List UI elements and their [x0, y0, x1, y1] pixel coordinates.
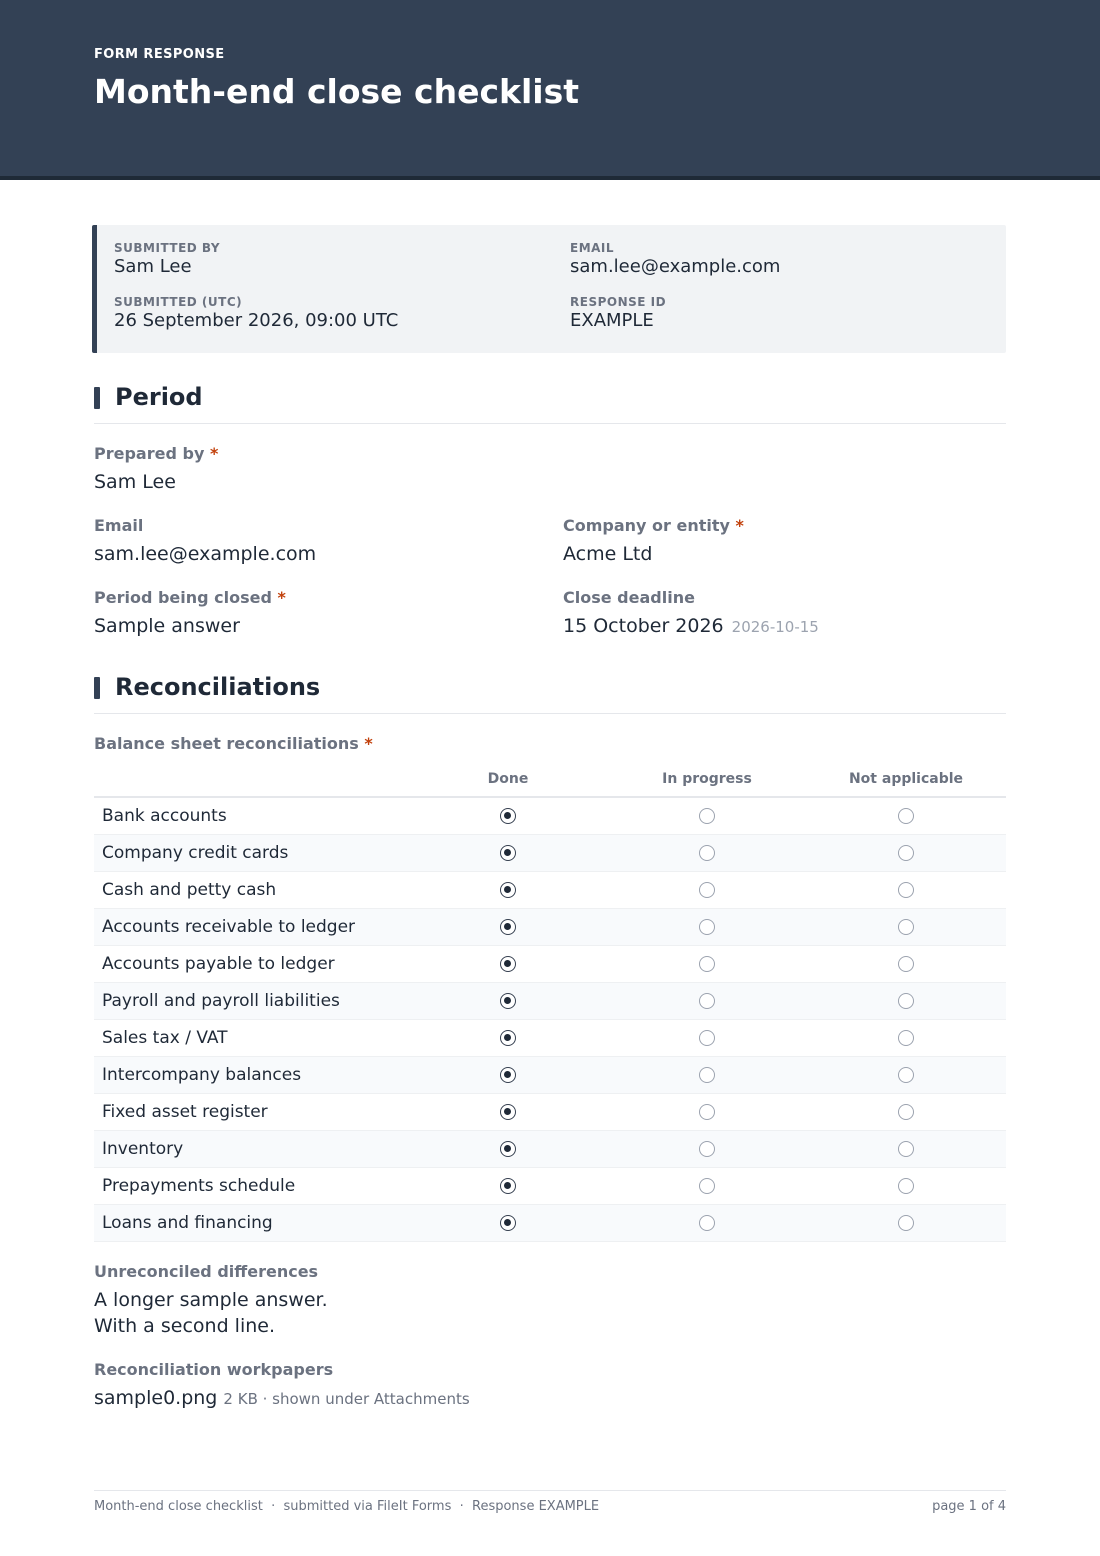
field-prepared-by-label	[94, 444, 218, 463]
footer-page-number: page 1 of 4	[932, 1499, 1006, 1514]
reconciliation-grid	[94, 762, 1006, 1242]
radio-unselected[interactable]	[898, 882, 914, 898]
meta-response-id-label: RESPONSE ID	[570, 295, 667, 309]
required-mark: *	[209, 444, 219, 463]
grid-row	[94, 1205, 1006, 1242]
radio-unselected[interactable]	[699, 993, 715, 1009]
radio-selected[interactable]	[500, 808, 516, 824]
grid-row	[94, 872, 1006, 909]
field-close-deadline-value	[563, 613, 819, 640]
page-title: Month-end close checklist	[94, 72, 579, 111]
radio-unselected[interactable]	[898, 993, 914, 1009]
grid-row-label: Accounts payable to ledger	[102, 954, 335, 974]
radio-unselected[interactable]	[898, 1178, 914, 1194]
radio-selected[interactable]	[500, 1215, 516, 1231]
grid-row-label: Intercompany balances	[102, 1065, 302, 1085]
field-email-value: sam.lee@example.com	[94, 543, 317, 565]
radio-unselected[interactable]	[898, 808, 914, 824]
radio-selected[interactable]	[500, 919, 516, 935]
radio-selected[interactable]	[500, 845, 516, 861]
field-workpapers-value	[94, 1385, 470, 1412]
field-close-deadline-label: Close deadline	[563, 588, 695, 607]
page-header	[0, 0, 1100, 180]
required-mark: *	[364, 734, 373, 753]
grid-row	[94, 909, 1006, 946]
section-reconciliations	[94, 666, 1006, 714]
unreconciled-line-2: With a second line.	[94, 1315, 275, 1337]
radio-selected[interactable]	[500, 1030, 516, 1046]
meta-submitted-utc-label: SUBMITTED (UTC)	[114, 295, 243, 309]
radio-unselected[interactable]	[898, 919, 914, 935]
meta-submitted-utc	[114, 295, 398, 331]
grid-column-header: Done	[487, 771, 529, 787]
grid-row	[94, 1168, 1006, 1205]
field-label-text: Balance sheet reconciliations	[94, 734, 359, 753]
radio-unselected[interactable]	[699, 1215, 715, 1231]
field-prepared-by-value: Sam Lee	[94, 471, 176, 493]
field-company-value: Acme Ltd	[563, 543, 653, 565]
radio-unselected[interactable]	[699, 956, 715, 972]
meta-response-id-value: EXAMPLE	[570, 310, 654, 331]
radio-unselected[interactable]	[699, 1030, 715, 1046]
grid-row-label: Sales tax / VAT	[102, 1028, 228, 1048]
radio-selected[interactable]	[500, 1067, 516, 1083]
grid-row-label: Cash and petty cash	[102, 880, 277, 900]
grid-row-label: Bank accounts	[102, 806, 227, 826]
meta-submitted-by-label: SUBMITTED BY	[114, 241, 221, 255]
header-kicker: FORM RESPONSE	[94, 47, 225, 62]
radio-unselected[interactable]	[898, 1067, 914, 1083]
grid-row	[94, 946, 1006, 983]
meta-submitted-utc-value: 26 September 2026, 09:00 UTC	[114, 310, 399, 331]
grid-row-label: Company credit cards	[102, 843, 289, 863]
radio-unselected[interactable]	[699, 1141, 715, 1157]
field-company-label	[563, 516, 744, 535]
grid-row-label: Payroll and payroll liabilities	[102, 991, 340, 1011]
radio-unselected[interactable]	[699, 1067, 715, 1083]
section-reconciliations-title: Reconciliations	[115, 673, 321, 701]
grid-row	[94, 1020, 1006, 1057]
page-footer	[94, 1490, 1006, 1514]
deadline-date: 15 October 2026	[563, 615, 724, 637]
radio-selected[interactable]	[500, 882, 516, 898]
field-label-text: Period being closed	[94, 588, 272, 607]
field-email	[94, 516, 316, 567]
attachment-filename[interactable]: sample0.png	[94, 1387, 218, 1409]
field-close-deadline	[563, 588, 819, 640]
section-period	[94, 376, 1006, 424]
field-reconciliation-workpapers	[94, 1360, 470, 1412]
field-unreconciled-differences	[94, 1262, 328, 1339]
field-workpapers-label: Reconciliation workpapers	[94, 1360, 334, 1379]
grid-row-label: Fixed asset register	[102, 1102, 268, 1122]
section-marker	[94, 387, 100, 409]
grid-row	[94, 1057, 1006, 1094]
radio-unselected[interactable]	[699, 1178, 715, 1194]
radio-unselected[interactable]	[699, 845, 715, 861]
meta-submitted-by	[114, 241, 220, 277]
radio-unselected[interactable]	[898, 1030, 914, 1046]
section-marker	[94, 677, 100, 699]
grid-row	[94, 1131, 1006, 1168]
field-period-label	[94, 588, 286, 607]
grid-column-header: In progress	[662, 771, 752, 787]
field-period	[94, 588, 286, 639]
grid-row-label: Inventory	[102, 1139, 184, 1159]
grid-row-label: Loans and financing	[102, 1213, 273, 1233]
radio-selected[interactable]	[500, 956, 516, 972]
field-email-label: Email	[94, 516, 144, 535]
required-mark: *	[277, 588, 286, 607]
meta-email	[570, 241, 780, 277]
radio-unselected[interactable]	[898, 1215, 914, 1231]
grid-row	[94, 983, 1006, 1020]
grid-row-label: Prepayments schedule	[102, 1176, 296, 1196]
radio-unselected[interactable]	[898, 956, 914, 972]
grid-row-label: Accounts receivable to ledger	[102, 917, 356, 937]
unreconciled-line-1: A longer sample answer.	[94, 1289, 328, 1311]
radio-unselected[interactable]	[699, 919, 715, 935]
required-mark: *	[735, 516, 744, 535]
meta-response-id	[570, 295, 666, 331]
field-period-value: Sample answer	[94, 615, 240, 637]
radio-selected[interactable]	[500, 1141, 516, 1157]
meta-email-value: sam.lee@example.com	[570, 256, 781, 277]
field-unreconciled-label: Unreconciled differences	[94, 1262, 319, 1281]
meta-email-label: EMAIL	[570, 241, 615, 255]
field-label-text: Company or entity	[563, 516, 730, 535]
radio-unselected[interactable]	[898, 1104, 914, 1120]
field-balance-sheet-reconciliations	[94, 734, 373, 753]
grid-column-header: Not applicable	[848, 771, 964, 787]
attachment-note: 2 KB · shown under Attachments	[223, 1390, 470, 1408]
radio-unselected[interactable]	[699, 1104, 715, 1120]
radio-selected[interactable]	[500, 1104, 516, 1120]
grid-row	[94, 835, 1006, 872]
footer-left: Month-end close checklist · submitted via FileIt Forms · Response EXAMPLE	[94, 1499, 600, 1514]
radio-unselected[interactable]	[699, 808, 715, 824]
meta-submitted-by-value: Sam Lee	[114, 256, 192, 277]
grid-label	[94, 734, 373, 753]
grid-header	[94, 762, 1006, 798]
radio-unselected[interactable]	[898, 845, 914, 861]
deadline-iso: 2026-10-15	[731, 618, 819, 636]
field-prepared-by	[94, 444, 218, 495]
field-unreconciled-value	[94, 1287, 328, 1339]
grid-row	[94, 798, 1006, 835]
submission-meta-panel	[92, 225, 1006, 353]
radio-selected[interactable]	[500, 1178, 516, 1194]
grid-row	[94, 1094, 1006, 1131]
field-company	[563, 516, 744, 567]
section-period-title: Period	[115, 383, 203, 411]
radio-unselected[interactable]	[898, 1141, 914, 1157]
radio-selected[interactable]	[500, 993, 516, 1009]
field-label-text: Prepared by	[94, 444, 205, 463]
radio-unselected[interactable]	[699, 882, 715, 898]
